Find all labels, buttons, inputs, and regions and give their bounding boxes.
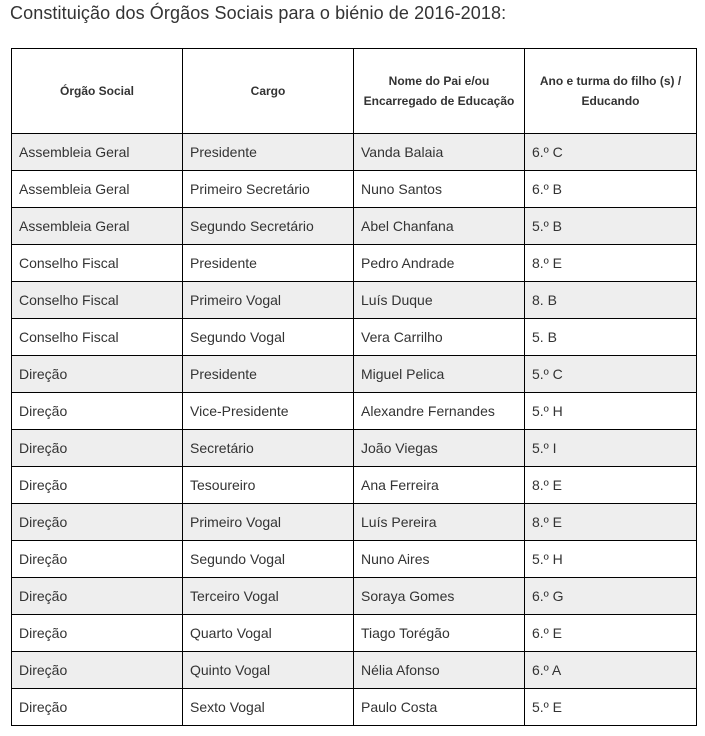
cell-ano-turma: 5. B [525,319,697,356]
cell-orgao-social: Conselho Fiscal [12,282,183,319]
cell-orgao-social: Direção [12,615,183,652]
cell-ano-turma: 5.º B [525,208,697,245]
table-header-row [12,49,697,134]
cell-orgao-social: Direção [12,467,183,504]
cell-orgao-social: Assembleia Geral [12,208,183,245]
cell-nome: Vera Carrilho [354,319,525,356]
cell-cargo: Secretário [183,430,354,467]
cell-nome: Soraya Gomes [354,578,525,615]
cell-nome: Nuno Aires [354,541,525,578]
cell-nome: Ana Ferreira [354,467,525,504]
cell-cargo: Presidente [183,356,354,393]
cell-cargo: Segundo Vogal [183,319,354,356]
cell-nome: Nélia Afonso [354,652,525,689]
header-cargo: Cargo [183,49,354,134]
table-row [12,356,697,393]
cell-ano-turma: 8.º E [525,504,697,541]
table-row [12,245,697,282]
cell-nome: Vanda Balaia [354,134,525,171]
cell-cargo: Presidente [183,245,354,282]
page-title: Constituição dos Órgãos Sociais para o biénio de 2016-2018: [10,3,507,23]
table-row [12,319,697,356]
cell-cargo: Presidente [183,134,354,171]
cell-nome: Tiago Torégão [354,615,525,652]
cell-ano-turma: 6.º C [525,134,697,171]
cell-nome: Alexandre Fernandes [354,393,525,430]
cell-ano-turma: 6.º B [525,171,697,208]
cell-ano-turma: 5.º C [525,356,697,393]
cell-ano-turma: 5.º H [525,541,697,578]
table-row [12,541,697,578]
header-orgao-social: Órgão Social [12,49,183,134]
cell-orgao-social: Direção [12,541,183,578]
cell-nome: Paulo Costa [354,689,525,726]
header-nome-encarregado: Nome do Pai e/ou Encarregado de Educação [354,49,525,134]
table-row [12,393,697,430]
cell-cargo: Terceiro Vogal [183,578,354,615]
table-row [12,430,697,467]
cell-cargo: Primeiro Vogal [183,504,354,541]
table-row [12,171,697,208]
cell-nome: Abel Chanfana [354,208,525,245]
cell-orgao-social: Direção [12,430,183,467]
table-row [12,504,697,541]
header-ano-turma: Ano e turma do filho (s) / Educando [525,49,697,134]
social-bodies-table [11,48,697,726]
cell-nome: Luís Pereira [354,504,525,541]
table-row [12,134,697,171]
cell-orgao-social: Conselho Fiscal [12,319,183,356]
cell-cargo: Quarto Vogal [183,615,354,652]
cell-orgao-social: Assembleia Geral [12,171,183,208]
table-row [12,615,697,652]
cell-nome: Nuno Santos [354,171,525,208]
cell-cargo: Segundo Secretário [183,208,354,245]
cell-orgao-social: Direção [12,689,183,726]
table-row [12,578,697,615]
cell-ano-turma: 8.º E [525,245,697,282]
cell-orgao-social: Direção [12,393,183,430]
cell-ano-turma: 5.º I [525,430,697,467]
cell-nome: Miguel Pelica [354,356,525,393]
cell-ano-turma: 5.º H [525,393,697,430]
cell-ano-turma: 6.º G [525,578,697,615]
cell-nome: João Viegas [354,430,525,467]
cell-orgao-social: Direção [12,356,183,393]
cell-cargo: Vice-Presidente [183,393,354,430]
cell-nome: Pedro Andrade [354,245,525,282]
cell-cargo: Sexto Vogal [183,689,354,726]
cell-orgao-social: Direção [12,578,183,615]
cell-cargo: Primeiro Vogal [183,282,354,319]
cell-cargo: Segundo Vogal [183,541,354,578]
cell-ano-turma: 5.º E [525,689,697,726]
cell-ano-turma: 6.º E [525,615,697,652]
table-row [12,689,697,726]
cell-cargo: Primeiro Secretário [183,171,354,208]
cell-cargo: Quinto Vogal [183,652,354,689]
cell-ano-turma: 6.º A [525,652,697,689]
table-row [12,467,697,504]
cell-ano-turma: 8.º E [525,467,697,504]
table-row [12,208,697,245]
table-body [12,134,697,726]
table-row [12,652,697,689]
cell-ano-turma: 8. B [525,282,697,319]
cell-orgao-social: Assembleia Geral [12,134,183,171]
table-row [12,282,697,319]
cell-cargo: Tesoureiro [183,467,354,504]
cell-orgao-social: Direção [12,652,183,689]
cell-orgao-social: Conselho Fiscal [12,245,183,282]
cell-orgao-social: Direção [12,504,183,541]
cell-nome: Luís Duque [354,282,525,319]
